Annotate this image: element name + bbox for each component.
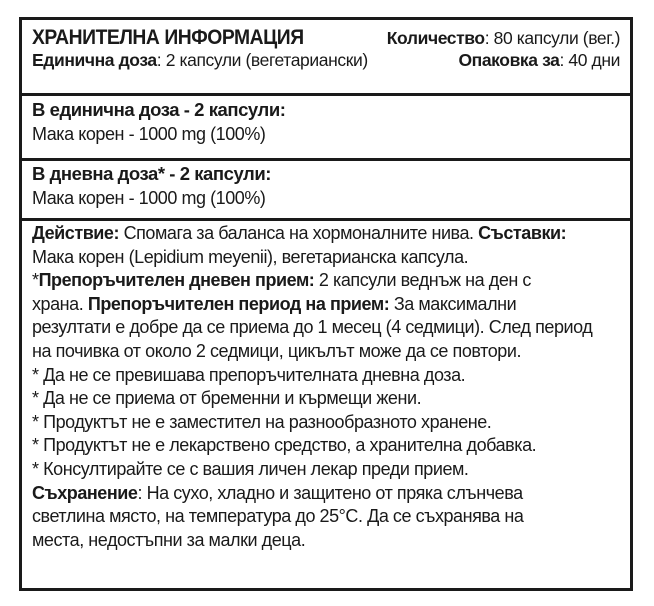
action-label: Действие: [32,223,120,243]
intake-prefix: * [32,270,39,291]
warning-item: * Продуктът не е лекарствено средство, а хранителна добавка. [32,435,537,456]
unit-dose-label: Единична доза [32,50,157,70]
period-text-line-2: резултати е добре да се приема до 1 месец (4 седмици). След период [32,317,593,338]
unit-dose-value: : 2 капсули (вегетариански) [156,50,368,70]
divider [22,218,630,221]
period-label: Препоръчителен период на прием: [87,293,390,314]
intake-line [32,269,620,293]
period-text-line-3: на почивка от около 2 седмици, цикълът може да се повтори. [32,340,521,361]
storage-text: : На сухо, хладно и защитено от пряка слънчева [137,482,523,503]
storage-text-line-2: светлина място, на температура до 25°C. Да се съхранява на [32,506,524,527]
intake-text-continued: храна. [32,293,88,314]
storage-label: Съхранение [32,482,138,503]
unit-dose-info [32,50,368,71]
ingredients-label: Съставки: [478,223,567,243]
intake-text: 2 капсули веднъж на ден с [314,270,531,291]
per-serving-item: Мака корен - 1000 mg (100%) [32,124,266,144]
action-line [32,222,620,246]
per-day-heading: В дневна доза* - 2 капсули: [32,163,271,184]
period-line [32,293,620,317]
per-serving-heading: В единична доза - 2 капсули: [32,99,286,120]
header-row-2 [32,50,620,71]
warning-item: * Да не се приема от бременни и кърмещи жени. [32,388,422,409]
warning-item: * Консултирайте се с вашия личен лекар преди прием. [32,458,469,479]
per-day-item: Мака корен - 1000 mg (100%) [32,188,266,208]
divider [22,93,630,96]
package-info [458,50,620,71]
per-day-section [22,162,630,210]
package-value: : 40 дни [559,50,620,70]
ingredients-text: Мака корен (Lepidium meyenii), вегетарианска капсула. [32,246,469,267]
package-label: Опаковка за [458,50,560,70]
quantity-info [387,28,620,49]
divider [22,158,630,161]
action-text: Спомага за баланса на хормоналните нива. [119,223,479,243]
intake-label: Препоръчителен дневен прием: [38,270,315,291]
quantity-value: : 80 капсули (вег.) [484,28,620,48]
per-serving-section [22,98,630,146]
nutrition-label [19,17,633,591]
warning-item: * Продуктът не е заместител на разнообразното хранене. [32,411,492,432]
label-title: ХРАНИТЕЛНА ИНФОРМАЦИЯ [32,26,304,49]
quantity-label: Количество [386,28,485,48]
header-row-1 [32,26,620,50]
details-section [22,222,630,552]
label-header [22,20,630,93]
storage-text-line-3: места, недостъпни за малки деца. [32,529,306,550]
warning-item: * Да не се превишава препоръчителната дневна доза. [32,364,466,385]
period-text: За максимални [389,293,517,314]
storage-line [32,482,620,506]
